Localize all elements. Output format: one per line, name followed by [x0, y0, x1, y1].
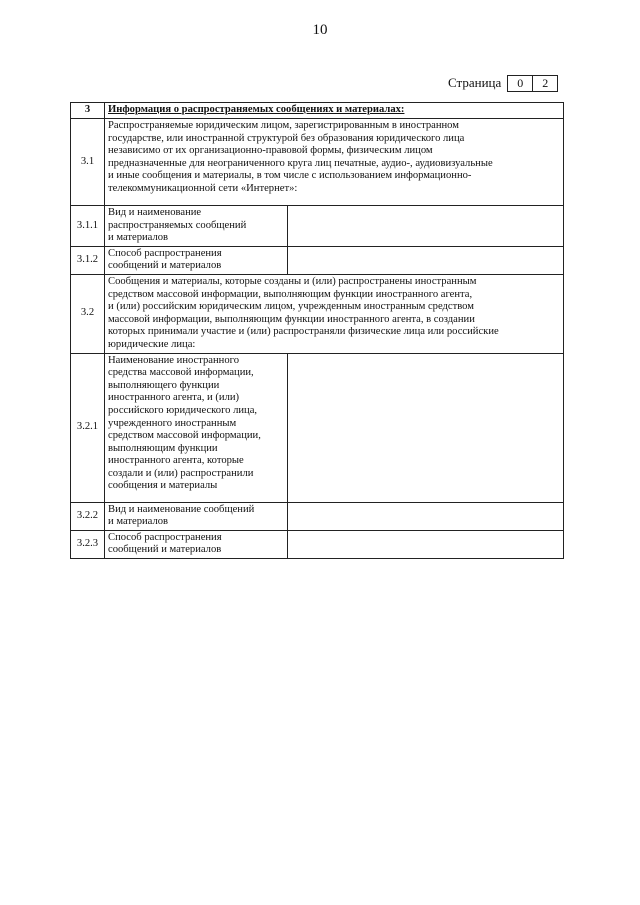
row-3-2-3 — [71, 530, 564, 558]
page-indicator — [448, 74, 558, 92]
row-3-2-3-label: Способ распространения сообщений и материалов — [105, 530, 288, 558]
row-3-2-text: Сообщения и материалы, которые созданы и (или) распространены иностранным средством массовой информации, выполняющим функции иностранного агента, и (или) российским юридическим лицом, учрежденным иностранным средством массовой информации, выполняющим функции иностранного агента, в создании которых принимали участие и (или) распространяли физические лица или российские юридические лица: — [105, 274, 564, 353]
row-3-2 — [71, 274, 564, 353]
page-digit-2: 2 — [533, 75, 558, 92]
page-indicator-label: Страница — [448, 75, 502, 90]
row-3-1-2-label: Способ распространения сообщений и материалов — [105, 246, 288, 274]
row-3-2-3-number: 3.2.3 — [71, 530, 105, 558]
row-3-2-1 — [71, 353, 564, 502]
row-3-1-2-number: 3.1.2 — [71, 246, 105, 274]
row-3-1-1-value-field[interactable] — [288, 206, 564, 247]
row-3-2-3-value-field[interactable] — [288, 530, 564, 558]
row-3-1-2-value-field[interactable] — [288, 246, 564, 274]
page-number: 10 — [312, 22, 328, 38]
row-3-2-1-number: 3.2.1 — [71, 353, 105, 502]
row-3-2-2-label: Вид и наименование сообщений и материалов — [105, 502, 288, 530]
row-3-1-1 — [71, 206, 564, 247]
section-header-row — [71, 103, 564, 119]
row-3-2-2 — [71, 502, 564, 530]
info-table — [70, 102, 564, 559]
page-digit-1: 0 — [507, 75, 533, 92]
row-3-1 — [71, 119, 564, 206]
row-3-2-number: 3.2 — [71, 274, 105, 353]
section-title: Информация о распространяемых сообщениях и материалах: — [105, 103, 564, 119]
row-3-2-2-value-field[interactable] — [288, 502, 564, 530]
row-3-1-number: 3.1 — [71, 119, 105, 206]
row-3-1-text: Распространяемые юридическим лицом, зарегистрированным в иностранном государстве, или иностранной структурой без образования юридического лица независимо от их организационно-правовой формы, физическим лицом предназначенные для неограниченного круга лиц печатные, аудио-, аудиовизуальные и иные сообщения и материалы, в том числе с использованием информационно- телекоммуникационной сети «Интернет»: — [105, 119, 564, 206]
row-3-2-1-value-field[interactable] — [288, 353, 564, 502]
section-number: 3 — [71, 103, 105, 119]
row-3-2-2-number: 3.2.2 — [71, 502, 105, 530]
row-3-1-2 — [71, 246, 564, 274]
row-3-2-1-label: Наименование иностранного средства массовой информации, выполняющего функции иностранного агента, и (или) российского юридического лица, учрежденного иностранным средством массовой информации, выполняющим функции иностранного агента, которые создали и (или) распространили сообщения и материалы — [105, 353, 288, 502]
row-3-1-1-label: Вид и наименование распространяемых сообщений и материалов — [105, 206, 288, 247]
row-3-1-1-number: 3.1.1 — [71, 206, 105, 247]
